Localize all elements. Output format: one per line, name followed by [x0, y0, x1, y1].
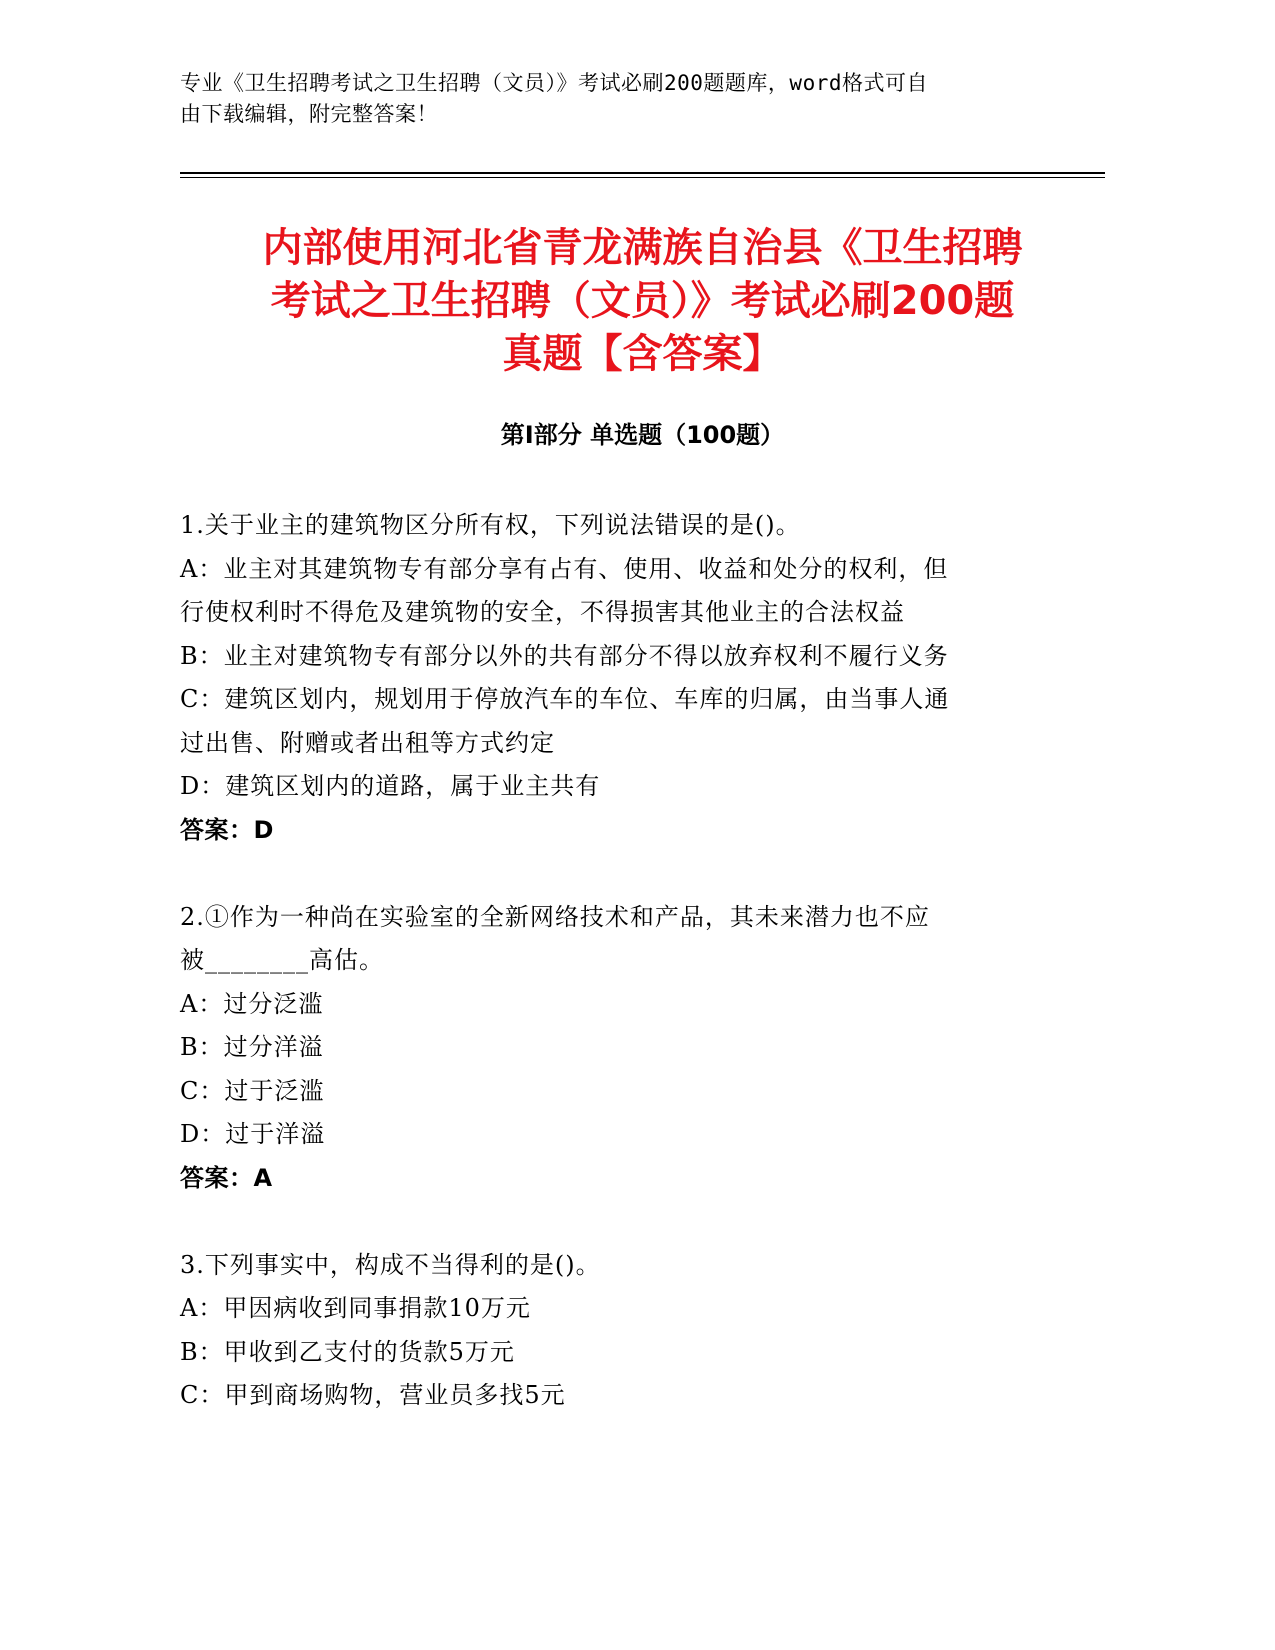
- header-line-2: 由下载编辑，附完整答案！: [180, 102, 438, 126]
- question-2-answer: 答案：A: [180, 1164, 273, 1192]
- question-3-stem: 3.下列事实中，构成不当得利的是()。: [180, 1251, 601, 1279]
- question-1-option-b: B：业主对建筑物专有部分以外的共有部分不得以放弃权利不履行义务: [180, 642, 949, 670]
- header-line-1: 专业《卫生招聘考试之卫生招聘（文员）》考试必刷200题题库，word格式可自: [180, 71, 928, 95]
- question-3-option-a: A：甲因病收到同事捐款10万元: [180, 1294, 531, 1322]
- header-divider-thick: [180, 172, 1105, 174]
- question-2-option-d: D：过于洋溢: [180, 1120, 326, 1148]
- document-header: [180, 68, 1040, 130]
- section-title: 第Ⅰ部分 单选题（100题）: [500, 421, 785, 449]
- question-1-answer: 答案：D: [180, 816, 274, 844]
- question-2-option-b: B：过分洋溢: [180, 1033, 324, 1061]
- question-1-option-c-continued: 过出售、附赠或者出租等方式约定: [180, 729, 555, 757]
- question-1-option-c: C：建筑区划内，规划用于停放汽车的车位、车库的归属，由当事人通: [180, 685, 950, 713]
- question-1-stem: 1.关于业主的建筑物区分所有权，下列说法错误的是()。: [180, 511, 801, 539]
- question-2-option-a: A：过分泛滥: [180, 990, 324, 1018]
- question-1-option-a: A：业主对其建筑物专有部分享有占有、使用、收益和处分的权利，但: [180, 555, 949, 583]
- question-1-option-a-continued: 行使权利时不得危及建筑物的安全，不得损害其他业主的合法权益: [180, 598, 905, 626]
- document-title: 内部使用河北省青龙满族自治县《卫生招聘 考试之卫生招聘（文员）》考试必刷200题 真题【含答案】: [262, 225, 1023, 377]
- header-divider-thin: [180, 177, 1105, 178]
- question-3-option-c: C：甲到商场购物，营业员多找5元: [180, 1381, 566, 1409]
- question-2-stem: 2.①作为一种尚在实验室的全新网络技术和产品，其未来潜力也不应: [180, 903, 930, 931]
- question-1-option-d: D：建筑区划内的道路，属于业主共有: [180, 772, 601, 800]
- question-2-option-c: C：过于泛滥: [180, 1077, 325, 1105]
- question-2-stem-continued: 被________高估。: [180, 946, 384, 974]
- question-3-option-b: B：甲收到乙支付的货款5万元: [180, 1338, 515, 1366]
